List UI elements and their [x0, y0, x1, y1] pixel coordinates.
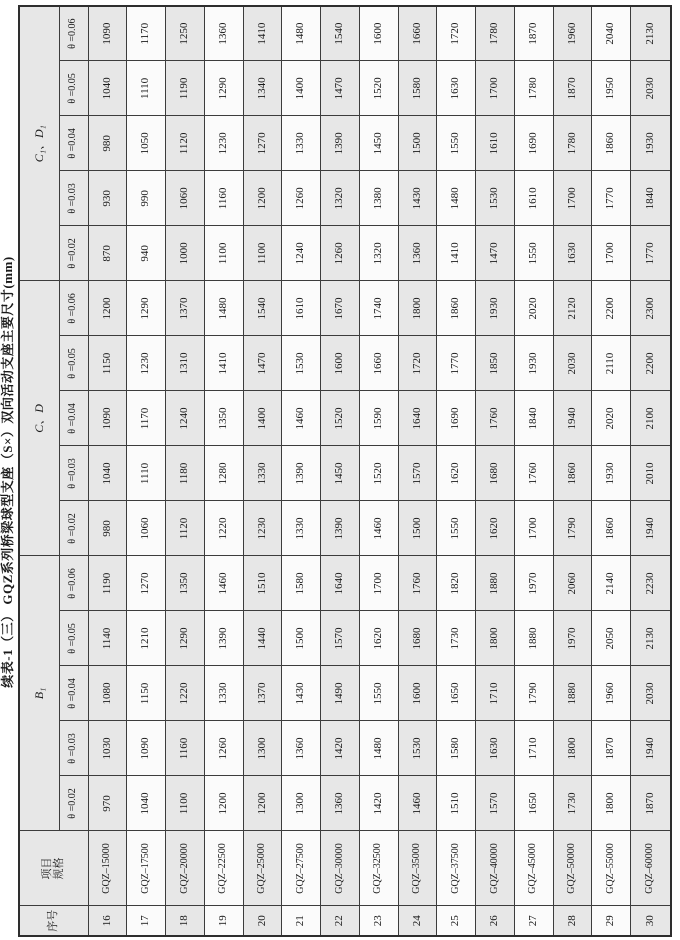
header-spec-line1: 项目	[41, 857, 54, 880]
value-cell: 1610	[282, 281, 321, 336]
value-cell: 1180	[166, 446, 205, 501]
spec-cell: GQZ–30000	[321, 831, 360, 906]
value-cell: 2200	[631, 336, 672, 391]
value-cell: 1940	[631, 721, 672, 776]
value-cell: 2200	[592, 281, 631, 336]
theta-header: θ =0.06	[59, 281, 88, 336]
value-cell: 1460	[204, 556, 243, 611]
value-cell: 1690	[437, 391, 476, 446]
header-group-b1: B₁	[19, 556, 59, 831]
serial-cell: 23	[359, 906, 398, 936]
value-cell: 1210	[127, 611, 166, 666]
table-row	[631, 6, 672, 936]
spec-cell: GQZ–25000	[243, 831, 282, 906]
value-cell: 1040	[88, 446, 127, 501]
value-cell: 1780	[553, 116, 592, 171]
value-cell: 1390	[204, 611, 243, 666]
value-cell: 1570	[398, 446, 437, 501]
spec-cell: GQZ–32500	[359, 831, 398, 906]
value-cell: 1620	[476, 501, 515, 556]
value-cell: 1700	[553, 171, 592, 226]
value-cell: 1370	[166, 281, 205, 336]
value-cell: 1450	[359, 116, 398, 171]
table-row	[514, 6, 553, 936]
value-cell: 1410	[204, 336, 243, 391]
value-cell: 1620	[359, 611, 398, 666]
value-cell: 1550	[437, 116, 476, 171]
value-cell: 1530	[398, 721, 437, 776]
value-cell: 1770	[592, 171, 631, 226]
value-cell: 1650	[437, 666, 476, 721]
serial-cell: 30	[631, 906, 672, 936]
theta-header: θ =0.06	[59, 6, 88, 61]
spec-cell: GQZ–60000	[631, 831, 672, 906]
theta-header: θ =0.02	[59, 501, 88, 556]
value-cell: 1430	[398, 171, 437, 226]
value-cell: 1380	[359, 171, 398, 226]
value-cell: 1220	[166, 666, 205, 721]
value-cell: 1500	[398, 116, 437, 171]
value-cell: 1090	[88, 391, 127, 446]
value-cell: 1090	[127, 721, 166, 776]
header-spec-line2: 规格	[52, 857, 65, 880]
value-cell: 2230	[631, 556, 672, 611]
value-cell: 1730	[553, 776, 592, 831]
value-cell: 1870	[631, 776, 672, 831]
value-cell: 1550	[514, 226, 553, 281]
header-serial: 序号	[19, 906, 88, 936]
value-cell: 1630	[476, 721, 515, 776]
value-cell: 1140	[88, 611, 127, 666]
spec-cell: GQZ–20000	[166, 831, 205, 906]
value-cell: 1460	[282, 391, 321, 446]
value-cell: 1800	[398, 281, 437, 336]
value-cell: 1630	[437, 61, 476, 116]
value-cell: 1950	[592, 61, 631, 116]
value-cell: 1400	[243, 391, 282, 446]
value-cell: 1040	[127, 776, 166, 831]
value-cell: 1800	[592, 776, 631, 831]
value-cell: 1850	[476, 336, 515, 391]
value-cell: 1000	[166, 226, 205, 281]
page-title: 续表-1（三） GQZ系列桥梁球型支座（S×）双向活动支座主要尺寸(mm)	[0, 256, 15, 688]
value-cell: 1260	[204, 721, 243, 776]
table-row	[127, 6, 166, 936]
value-cell: 1320	[359, 226, 398, 281]
value-cell: 1230	[204, 116, 243, 171]
value-cell: 1390	[321, 501, 360, 556]
value-cell: 1700	[476, 61, 515, 116]
value-cell: 1080	[88, 666, 127, 721]
value-cell: 1870	[553, 61, 592, 116]
spec-cell: GQZ–40000	[476, 831, 515, 906]
value-cell: 1220	[204, 501, 243, 556]
spec-cell: GQZ–17500	[127, 831, 166, 906]
value-cell: 1250	[166, 6, 205, 61]
value-cell: 1710	[514, 721, 553, 776]
value-cell: 1300	[282, 776, 321, 831]
value-cell: 2300	[631, 281, 672, 336]
value-cell: 1230	[243, 501, 282, 556]
value-cell: 1420	[321, 721, 360, 776]
table-row	[592, 6, 631, 936]
spec-cell: GQZ–50000	[553, 831, 592, 906]
value-cell: 1930	[514, 336, 553, 391]
table-row	[243, 6, 282, 936]
table-row	[88, 6, 127, 936]
value-cell: 1330	[204, 666, 243, 721]
spec-cell: GQZ–45000	[514, 831, 553, 906]
value-cell: 1600	[398, 666, 437, 721]
value-cell: 2100	[631, 391, 672, 446]
theta-header: θ =0.03	[59, 171, 88, 226]
value-cell: 1370	[243, 666, 282, 721]
value-cell: 2110	[592, 336, 631, 391]
value-cell: 1190	[166, 61, 205, 116]
value-cell: 2010	[631, 446, 672, 501]
header-spec	[19, 831, 88, 906]
value-cell: 1410	[437, 226, 476, 281]
table-row	[321, 6, 360, 936]
value-cell: 1110	[127, 446, 166, 501]
table-row	[282, 6, 321, 936]
value-cell: 1740	[359, 281, 398, 336]
serial-cell: 26	[476, 906, 515, 936]
value-cell: 1470	[243, 336, 282, 391]
value-cell: 1390	[321, 116, 360, 171]
value-cell: 1090	[88, 6, 127, 61]
serial-cell: 18	[166, 906, 205, 936]
value-cell: 1580	[437, 721, 476, 776]
theta-header: θ =0.05	[59, 336, 88, 391]
value-cell: 1550	[359, 666, 398, 721]
value-cell: 1670	[321, 281, 360, 336]
theta-header: θ =0.04	[59, 666, 88, 721]
value-cell: 1150	[127, 666, 166, 721]
serial-cell: 22	[321, 906, 360, 936]
table-row	[359, 6, 398, 936]
value-cell: 1330	[282, 501, 321, 556]
serial-cell: 27	[514, 906, 553, 936]
value-cell: 2020	[592, 391, 631, 446]
value-cell: 1620	[437, 446, 476, 501]
value-cell: 1590	[359, 391, 398, 446]
serial-cell: 29	[592, 906, 631, 936]
value-cell: 2060	[553, 556, 592, 611]
value-cell: 1970	[553, 611, 592, 666]
table-row	[166, 6, 205, 936]
value-cell: 1510	[437, 776, 476, 831]
value-cell: 2040	[592, 6, 631, 61]
spec-cell: GQZ–55000	[592, 831, 631, 906]
value-cell: 1760	[476, 391, 515, 446]
value-cell: 1490	[321, 666, 360, 721]
serial-cell: 20	[243, 906, 282, 936]
table-row	[553, 6, 592, 936]
value-cell: 1240	[282, 226, 321, 281]
value-cell: 1550	[437, 501, 476, 556]
value-cell: 1940	[553, 391, 592, 446]
value-cell: 1120	[166, 501, 205, 556]
rotated-table-block	[0, 7, 672, 937]
value-cell: 1120	[166, 116, 205, 171]
value-cell: 1410	[243, 6, 282, 61]
value-cell: 1200	[88, 281, 127, 336]
value-cell: 990	[127, 171, 166, 226]
value-cell: 1460	[359, 501, 398, 556]
theta-header: θ =0.05	[59, 61, 88, 116]
value-cell: 1440	[243, 611, 282, 666]
serial-cell: 25	[437, 906, 476, 936]
theta-header: θ =0.02	[59, 226, 88, 281]
value-cell: 2050	[592, 611, 631, 666]
value-cell: 1780	[476, 6, 515, 61]
value-cell: 1420	[359, 776, 398, 831]
value-cell: 1290	[127, 281, 166, 336]
value-cell: 1350	[166, 556, 205, 611]
value-cell: 970	[88, 776, 127, 831]
value-cell: 2030	[631, 61, 672, 116]
value-cell: 1270	[243, 116, 282, 171]
value-cell: 1790	[514, 666, 553, 721]
value-cell: 1930	[631, 116, 672, 171]
value-cell: 1160	[204, 171, 243, 226]
value-cell: 1960	[553, 6, 592, 61]
value-cell: 1820	[437, 556, 476, 611]
serial-cell: 24	[398, 906, 437, 936]
value-cell: 1520	[321, 391, 360, 446]
value-cell: 1540	[321, 6, 360, 61]
value-cell: 1640	[321, 556, 360, 611]
value-cell: 1260	[282, 171, 321, 226]
value-cell: 1860	[592, 116, 631, 171]
value-cell: 1930	[476, 281, 515, 336]
value-cell: 1150	[88, 336, 127, 391]
value-cell: 1100	[204, 226, 243, 281]
value-cell: 1720	[398, 336, 437, 391]
value-cell: 1580	[398, 61, 437, 116]
value-cell: 1600	[359, 6, 398, 61]
theta-header: θ =0.02	[59, 776, 88, 831]
table-row	[398, 6, 437, 936]
value-cell: 1840	[514, 391, 553, 446]
value-cell: 1200	[243, 776, 282, 831]
value-cell: 1540	[243, 281, 282, 336]
value-cell: 930	[88, 171, 127, 226]
value-cell: 1170	[127, 6, 166, 61]
value-cell: 1310	[166, 336, 205, 391]
value-cell: 1580	[282, 556, 321, 611]
value-cell: 2130	[631, 611, 672, 666]
value-cell: 2140	[592, 556, 631, 611]
spec-cell: GQZ–35000	[398, 831, 437, 906]
value-cell: 1480	[437, 171, 476, 226]
value-cell: 1570	[321, 611, 360, 666]
value-cell: 1700	[359, 556, 398, 611]
value-cell: 1030	[88, 721, 127, 776]
value-cell: 1320	[321, 171, 360, 226]
value-cell: 1430	[282, 666, 321, 721]
header-group-c1d1: C₁、D₁	[19, 6, 59, 281]
value-cell: 1480	[204, 281, 243, 336]
value-cell: 1500	[282, 611, 321, 666]
theta-header: θ =0.03	[59, 721, 88, 776]
table-body	[88, 6, 671, 936]
value-cell: 1170	[127, 391, 166, 446]
value-cell: 1770	[437, 336, 476, 391]
value-cell: 1860	[437, 281, 476, 336]
value-cell: 940	[127, 226, 166, 281]
table-row	[437, 6, 476, 936]
value-cell: 1360	[321, 776, 360, 831]
table-row	[476, 6, 515, 936]
spec-cell: GQZ–22500	[204, 831, 243, 906]
value-cell: 980	[88, 116, 127, 171]
value-cell: 1500	[398, 501, 437, 556]
theta-header: θ =0.04	[59, 391, 88, 446]
value-cell: 1290	[204, 61, 243, 116]
value-cell: 1330	[282, 116, 321, 171]
value-cell: 1780	[514, 61, 553, 116]
value-cell: 1840	[631, 171, 672, 226]
value-cell: 1610	[476, 116, 515, 171]
value-cell: 1110	[127, 61, 166, 116]
value-cell: 1060	[127, 501, 166, 556]
value-cell: 1870	[514, 6, 553, 61]
value-cell: 1480	[359, 721, 398, 776]
value-cell: 1680	[476, 446, 515, 501]
value-cell: 1860	[592, 501, 631, 556]
table-row	[204, 6, 243, 936]
value-cell: 1200	[204, 776, 243, 831]
value-cell: 1290	[166, 611, 205, 666]
value-cell: 1390	[282, 446, 321, 501]
value-cell: 1450	[321, 446, 360, 501]
serial-cell: 21	[282, 906, 321, 936]
value-cell: 1460	[398, 776, 437, 831]
value-cell: 1260	[321, 226, 360, 281]
value-cell: 1520	[359, 446, 398, 501]
value-cell: 1300	[243, 721, 282, 776]
value-cell: 1520	[359, 61, 398, 116]
value-cell: 1680	[398, 611, 437, 666]
value-cell: 1280	[204, 446, 243, 501]
value-cell: 1880	[476, 556, 515, 611]
value-cell: 1800	[553, 721, 592, 776]
value-cell: 1880	[514, 611, 553, 666]
value-cell: 1360	[282, 721, 321, 776]
value-cell: 2030	[631, 666, 672, 721]
theta-header: θ =0.05	[59, 611, 88, 666]
value-cell: 1880	[553, 666, 592, 721]
value-cell: 1640	[398, 391, 437, 446]
value-cell: 1940	[631, 501, 672, 556]
value-cell: 980	[88, 501, 127, 556]
serial-cell: 17	[127, 906, 166, 936]
serial-cell: 28	[553, 906, 592, 936]
value-cell: 1360	[204, 6, 243, 61]
value-cell: 2130	[631, 6, 672, 61]
value-cell: 1200	[243, 171, 282, 226]
value-cell: 1790	[553, 501, 592, 556]
serial-cell: 19	[204, 906, 243, 936]
value-cell: 1230	[127, 336, 166, 391]
value-cell: 1360	[398, 226, 437, 281]
value-cell: 1760	[514, 446, 553, 501]
value-cell: 1870	[592, 721, 631, 776]
value-cell: 1100	[166, 776, 205, 831]
value-cell: 1650	[514, 776, 553, 831]
value-cell: 1730	[437, 611, 476, 666]
value-cell: 1660	[398, 6, 437, 61]
value-cell: 1050	[127, 116, 166, 171]
value-cell: 1470	[321, 61, 360, 116]
value-cell: 1480	[282, 6, 321, 61]
theta-header: θ =0.04	[59, 116, 88, 171]
dimensions-table	[18, 5, 672, 937]
value-cell: 1600	[321, 336, 360, 391]
value-cell: 1770	[631, 226, 672, 281]
value-cell: 1970	[514, 556, 553, 611]
value-cell: 1610	[514, 171, 553, 226]
theta-header: θ =0.06	[59, 556, 88, 611]
value-cell: 870	[88, 226, 127, 281]
value-cell: 1860	[553, 446, 592, 501]
value-cell: 1690	[514, 116, 553, 171]
value-cell: 1630	[553, 226, 592, 281]
value-cell: 1710	[476, 666, 515, 721]
value-cell: 1190	[88, 556, 127, 611]
value-cell: 1930	[592, 446, 631, 501]
spec-cell: GQZ–37500	[437, 831, 476, 906]
value-cell: 2120	[553, 281, 592, 336]
value-cell: 2020	[514, 281, 553, 336]
value-cell: 1960	[592, 666, 631, 721]
value-cell: 1700	[592, 226, 631, 281]
value-cell: 1570	[476, 776, 515, 831]
value-cell: 1040	[88, 61, 127, 116]
serial-cell: 16	[88, 906, 127, 936]
value-cell: 1340	[243, 61, 282, 116]
value-cell: 1510	[243, 556, 282, 611]
header-group-cd: C、D	[19, 281, 59, 556]
value-cell: 1660	[359, 336, 398, 391]
value-cell: 1700	[514, 501, 553, 556]
value-cell: 1160	[166, 721, 205, 776]
spec-cell: GQZ–15000	[88, 831, 127, 906]
value-cell: 1330	[243, 446, 282, 501]
value-cell: 1270	[127, 556, 166, 611]
value-cell: 2030	[553, 336, 592, 391]
value-cell: 1530	[282, 336, 321, 391]
value-cell: 1100	[243, 226, 282, 281]
value-cell: 1060	[166, 171, 205, 226]
value-cell: 1470	[476, 226, 515, 281]
value-cell: 1800	[476, 611, 515, 666]
value-cell: 1720	[437, 6, 476, 61]
value-cell: 1240	[166, 391, 205, 446]
value-cell: 1350	[204, 391, 243, 446]
spec-cell: GQZ–27500	[282, 831, 321, 906]
value-cell: 1400	[282, 61, 321, 116]
value-cell: 1760	[398, 556, 437, 611]
value-cell: 1530	[476, 171, 515, 226]
theta-header: θ =0.03	[59, 446, 88, 501]
